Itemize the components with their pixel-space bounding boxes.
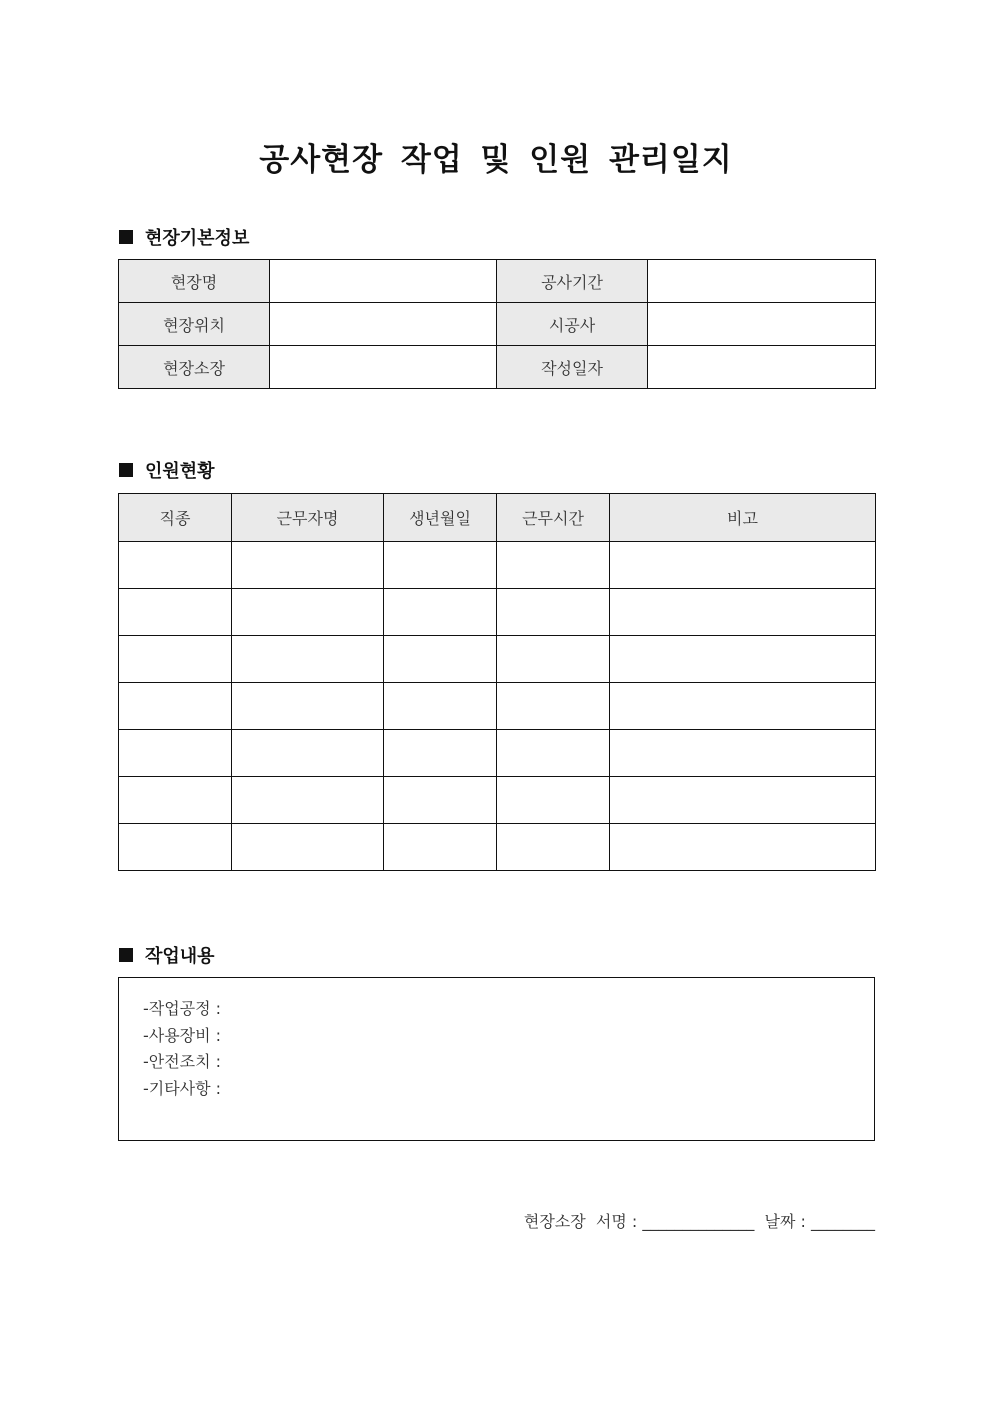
contractor-field[interactable]: [648, 303, 876, 346]
staff-table: [118, 493, 876, 871]
table-cell[interactable]: [384, 589, 497, 636]
table-cell[interactable]: [384, 683, 497, 730]
table-cell[interactable]: [610, 824, 876, 871]
field-label: 현장명: [119, 260, 270, 303]
table-cell[interactable]: [497, 730, 610, 777]
table-cell[interactable]: [610, 777, 876, 824]
table-row: [119, 346, 876, 389]
other-notes-line[interactable]: -기타사항 :: [143, 1078, 222, 1098]
field-label: 현장소장: [119, 346, 270, 389]
table-cell[interactable]: [384, 730, 497, 777]
work-process-line[interactable]: -작업공정 :: [143, 999, 222, 1018]
table-cell[interactable]: [232, 542, 384, 589]
table-cell[interactable]: [384, 824, 497, 871]
table-cell[interactable]: [119, 542, 232, 589]
site-location-field[interactable]: [270, 303, 497, 346]
table-row: [119, 589, 876, 636]
table-cell[interactable]: [232, 636, 384, 683]
basic-info-table: [118, 259, 876, 389]
section-heading-label: 작업내용: [145, 946, 215, 967]
table-cell[interactable]: [497, 542, 610, 589]
table-cell[interactable]: [119, 636, 232, 683]
table-row: [119, 777, 876, 824]
field-label: 현장위치: [119, 303, 270, 346]
table-cell[interactable]: [497, 683, 610, 730]
table-cell[interactable]: [384, 542, 497, 589]
signature-line[interactable]: 현장소장 서명 : ______________ 날짜 : ________: [523, 1212, 875, 1231]
site-manager-field[interactable]: [270, 346, 497, 389]
table-cell[interactable]: [384, 636, 497, 683]
table-cell[interactable]: [232, 777, 384, 824]
table-cell[interactable]: [384, 777, 497, 824]
site-name-field[interactable]: [270, 260, 497, 303]
table-cell[interactable]: [497, 636, 610, 683]
square-bullet-icon: [119, 230, 133, 244]
column-header: 근무시간: [497, 494, 610, 542]
section-heading-label: 현장기본정보: [145, 228, 250, 249]
table-cell[interactable]: [119, 824, 232, 871]
table-cell[interactable]: [497, 777, 610, 824]
table-cell[interactable]: [610, 589, 876, 636]
work-content-box[interactable]: [118, 977, 875, 1141]
table-cell[interactable]: [232, 730, 384, 777]
table-row: [119, 730, 876, 777]
table-cell[interactable]: [497, 824, 610, 871]
section-heading-label: 인원현황: [145, 461, 215, 482]
table-cell[interactable]: [497, 589, 610, 636]
table-cell[interactable]: [119, 777, 232, 824]
square-bullet-icon: [119, 948, 133, 962]
table-cell[interactable]: [232, 589, 384, 636]
field-label: 시공사: [497, 303, 648, 346]
written-date-field[interactable]: [648, 346, 876, 389]
table-cell[interactable]: [119, 683, 232, 730]
table-row: [119, 683, 876, 730]
table-cell[interactable]: [119, 730, 232, 777]
table-cell[interactable]: [610, 636, 876, 683]
table-row: [119, 636, 876, 683]
table-cell[interactable]: [232, 824, 384, 871]
column-header: 비고: [610, 494, 876, 542]
section-heading-staff: [119, 457, 215, 483]
field-label: 공사기간: [497, 260, 648, 303]
table-row: [119, 260, 876, 303]
field-label: 작성일자: [497, 346, 648, 389]
table-cell[interactable]: [610, 542, 876, 589]
document-title: 공사현장 작업 및 인원 관리일지: [259, 142, 733, 178]
table-cell[interactable]: [610, 683, 876, 730]
square-bullet-icon: [119, 463, 133, 477]
table-cell[interactable]: [610, 730, 876, 777]
column-header: 생년월일: [384, 494, 497, 542]
section-heading-basic-info: [119, 224, 249, 250]
column-header: 직종: [119, 494, 232, 542]
safety-measures-line[interactable]: -안전조치 :: [143, 1052, 222, 1071]
equipment-line[interactable]: -사용장비 :: [143, 1025, 222, 1045]
construction-period-field[interactable]: [648, 260, 876, 303]
table-cell[interactable]: [119, 589, 232, 636]
table-row: [119, 824, 876, 871]
table-row: [119, 542, 876, 589]
table-header-row: [119, 494, 876, 542]
table-row: [119, 303, 876, 346]
column-header: 근무자명: [232, 494, 384, 542]
section-heading-work: [119, 942, 215, 968]
table-cell[interactable]: [232, 683, 384, 730]
